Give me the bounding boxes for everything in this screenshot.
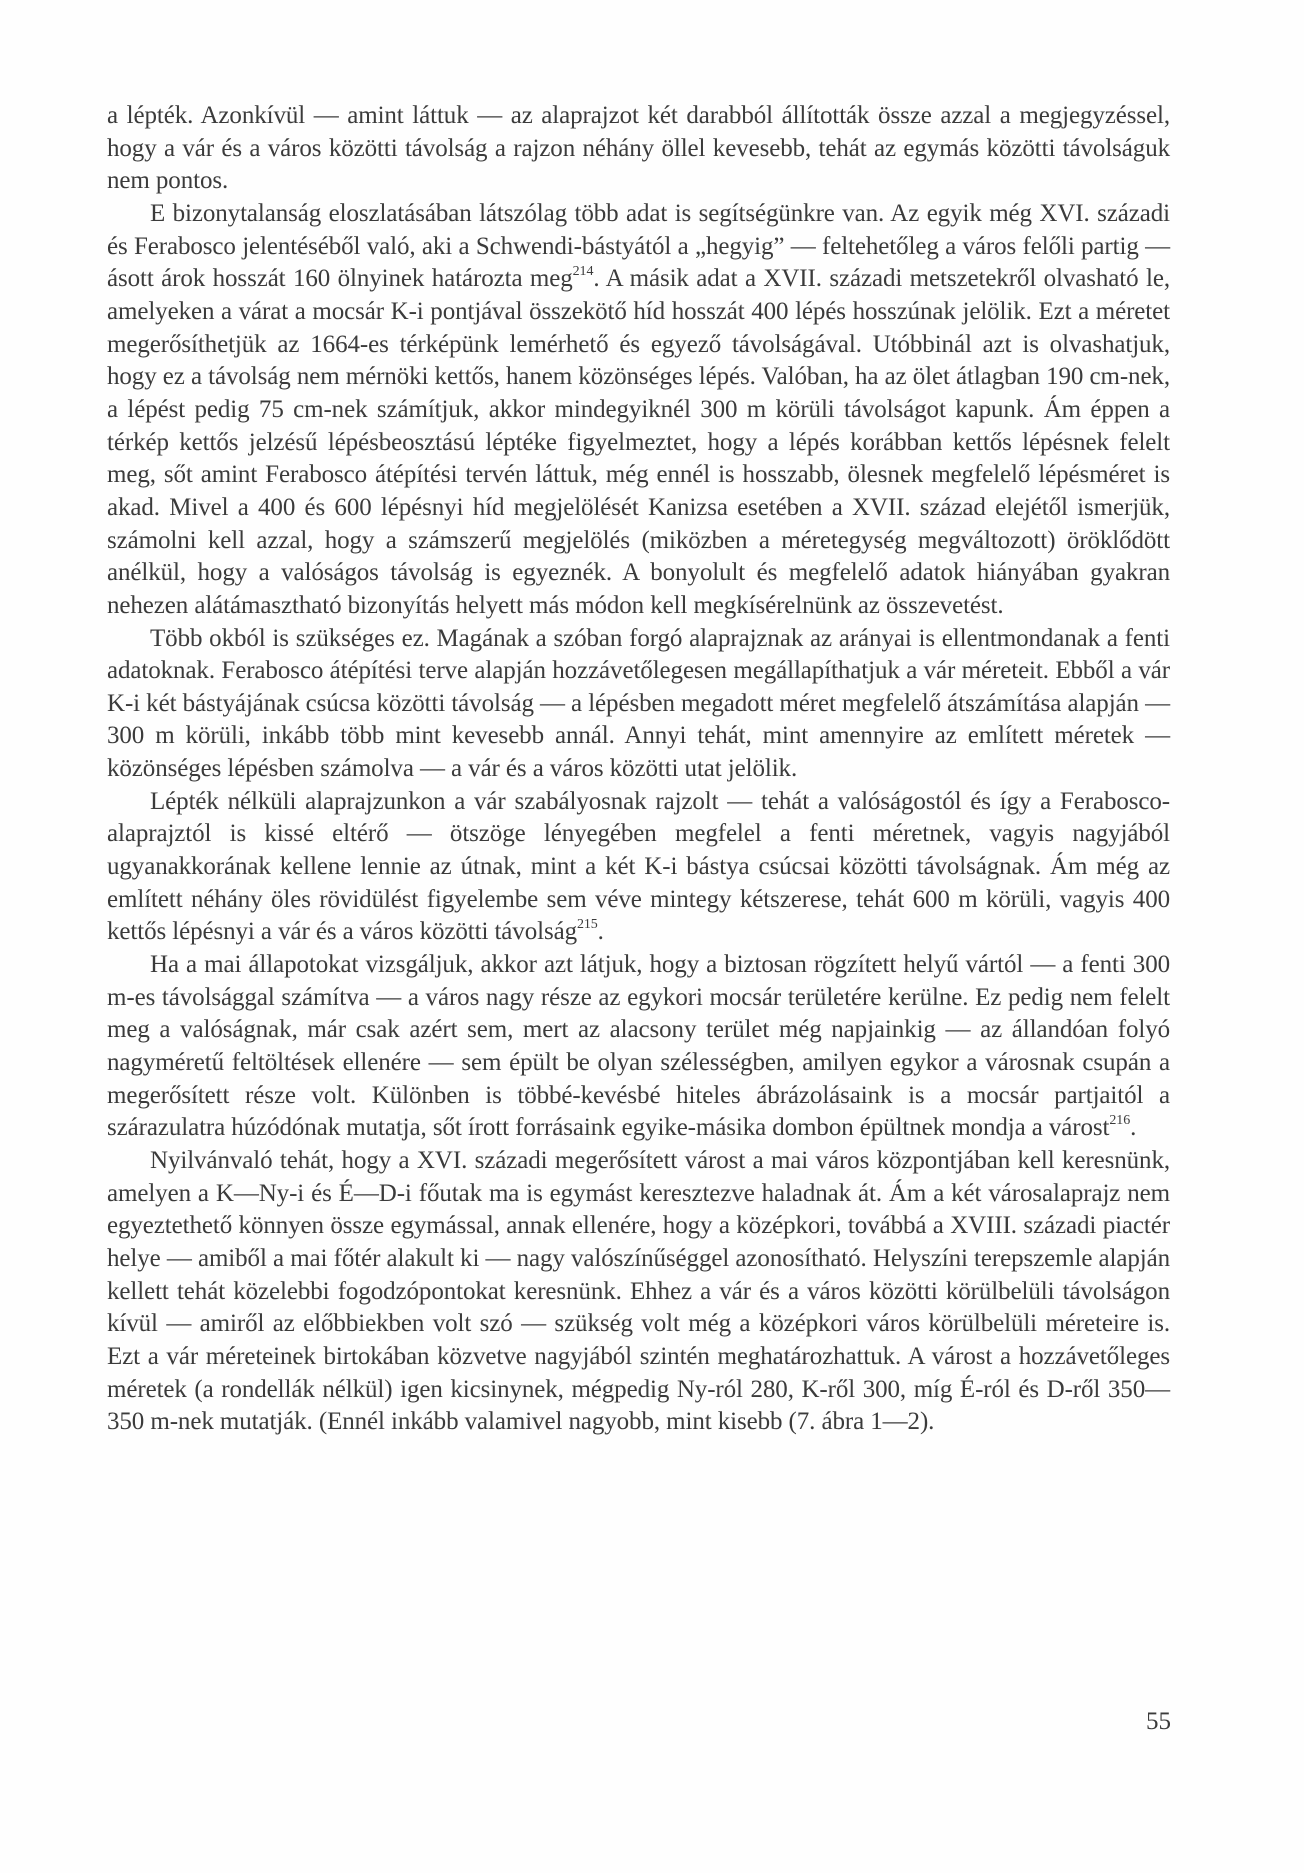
paragraph [107, 1145, 1170, 1439]
paragraph-text: Lépték nélküli alaprajzunkon a vár szabályosnak rajzolt — tehát a valóságostól és így a Ferabosco-alaprajztól is kissé eltérő — ötszöge lényegében megfelel a fenti méretnek, vagyis nagyjából ugyanakkorának kellene lennie az útnak, mint a két K-i bástya csúcsai közötti távolságnak. Ám még az említett néhány öles rövidülést figyelembe sem véve mintegy kétszerese, tehát 600 m körüli, vagyis 400 kettős lépésnyi a vár és a város közötti távolság [107, 787, 1170, 946]
footnote-reference: 215 [576, 917, 598, 933]
paragraph-text: . [1130, 1114, 1137, 1142]
paragraph-text: Ha a mai állapotokat vizsgáljuk, akkor azt látjuk, hogy a biztosan rögzített helyű vártól — a fenti 300 m-es távolsággal számítva — a város nagy része az egykori mocsár területére kerülne. Ez pedig nem felelt meg a valóságnak, már csak azért sem, mert az alacsony terület még napjainkig — az állandóan folyó nagyméretű feltöltések ellenére — sem épült be olyan szélességben, amilyen egykor a városnak csupán a megerősített része volt. Különben is többé-kevésbé hiteles ábrázolásaink is a mocsár partjaitól a szárazulatra húzódónak mutatja, sőt írott forrásaink egyike-másika dombon épültnek mondja a várost [107, 951, 1170, 1142]
page-number: 55 [1146, 1708, 1171, 1735]
paragraph [107, 623, 1170, 786]
paragraph-text: E bizonytalanság eloszlatásában látszólag több adat is segítségünkre van. Az egyik még XVI. századi és Ferabosco jelentéséből való, aki a Schwendi-bástyától a „hegyig” — feltehetőleg a város felőli partig — ásott árok hosszát 160 ölnyinek határozta meg [107, 199, 1170, 293]
paragraph-text: Több okból is szükséges ez. Magának a szóban forgó alaprajznak az arányai is ellentmondanak a fenti adatoknak. Ferabosco átépítési terve alapján hozzávetőlegesen megállapíthatjuk a vár méreteit. Ebből a vár K-i két bástyájának csúcsa közötti távolság — a lépésben megadott méret megfelelő átszámítása alapján — 300 m körüli, inkább több mint kevesebb annál. Annyi tehát, mint amennyire az említett méretek — közönséges lépésben számolva — a vár és a város közötti utat jelölik. [107, 624, 1170, 783]
paragraph-text: . A másik adat a XVII. századi metszetekről olvasható le, amelyeken a várat a mocsár K-i pontjával összekötő híd hosszát 400 lépés hosszúnak jelölik. Ezt a méretet megerősíthetjük az 1664-es térképünk lemérhető és egyező távolságával. Utóbbinál azt is olvashatjuk, hogy ez a távolság nem mérnöki kettős, hanem közönséges lépés. Valóban, ha az ölet átlagban 190 cm-nek, a lépést pedig 75 cm-nek számítjuk, akkor mindegyiknél 300 m körüli távolságot kapunk. Ám éppen a térkép kettős jelzésű lépésbeosztású léptéke figyelmeztet, hogy a lépés korábban kettős lépésnek felelt meg, sőt amint Ferabosco átépítési tervén láttuk, még ennél is hosszabb, ölesnek megfelelő lépésméret is akad. Mivel a 400 és 600 lépésnyi híd megjelölését Kanizsa esetében a XVII. század elejétől ismerjük, számolni kell azzal, hogy a számszerű megjelölés (miközben a méretegység megváltozott) öröklődött anélkül, hogy a valóságos távolság is egyeznék. A bonyolult és megfelelő adatok hiányában gyakran nehezen alátámasztható bizonyítás helyett más módon kell megkísérelnünk az összevetést. [107, 265, 1170, 619]
paragraph-continuation [107, 100, 1170, 198]
footnote-reference: 216 [1109, 1113, 1131, 1129]
footnote-reference: 214 [572, 264, 594, 280]
paragraph [107, 786, 1170, 949]
paragraph-text: Nyilvánvaló tehát, hogy a XVI. századi megerősített várost a mai város központjában kell keresnünk, amelyen a K—Ny-i és É—D-i főutak ma is egymást keresztezve haladnak át. Ám a két városalaprajz nem egyeztethető könnyen össze egymással, annak ellenére, hogy a középkori, továbbá a XVIII. századi piactér helye — amiből a mai főtér alakult ki — nagy valószínűséggel azonosítható. Helyszíni terepszemle alapján kellett tehát közelebbi fogodzópontokat keresnünk. Ehhez a vár és a város közötti körülbelüli távolságon kívül — amiről az előbbiekben volt szó — szükség volt még a középkori város körülbelüli méreteire is. Ezt a vár méreteinek birtokában közvetve nagyjából szintén meghatározhattuk. A várost a hozzávetőleges méretek (a rondellák nélkül) igen kicsinynek, mégpedig Ny-ról 280, K-ről 300, míg É-ról és D-ről 350—350 m-nek mutatják. (Ennél inkább valamivel nagyobb, mint kisebb (7. ábra 1—2). [107, 1147, 1170, 1436]
body-text [107, 100, 1170, 1439]
paragraph-text: a lépték. Azonkívül — amint láttuk — az alaprajzot két darabból állították össze azzal a megjegyzéssel, hogy a vár és a város közötti távolság a rajzon néhány öllel kevesebb, tehát az egymás közötti távolságuk nem pontos. [107, 102, 1170, 195]
paragraph [107, 198, 1170, 623]
paragraph [107, 949, 1170, 1145]
paragraph-text: . [597, 918, 604, 946]
